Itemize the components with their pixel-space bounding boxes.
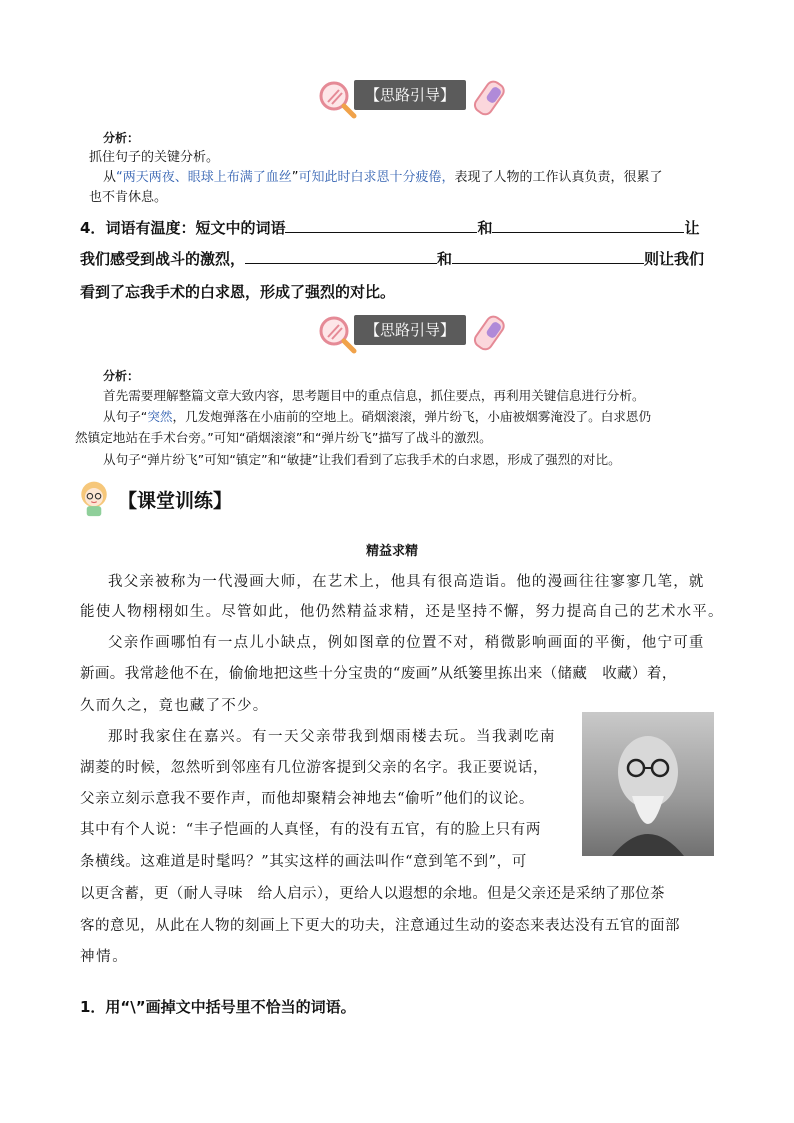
guide-label: 【思路引导】 (354, 315, 466, 345)
analysis-line: 首先需要理解整篇文章大致内容，思考题目中的重点信息，抓住要点，再利用关键信息进行分析。 (103, 388, 645, 403)
answer-blank[interactable] (492, 216, 684, 233)
question-1: 1．用“\”画掉文中括号里不恰当的词语。 (80, 998, 356, 1016)
answer-blank[interactable] (285, 216, 477, 233)
passage-line: 其中有个人说：“丰子恺画的人真怪，有的没有五官，有的脸上只有两 (80, 822, 542, 838)
passage-line: 客的意见，从此在人物的刻画上下更大的功夫，注意通过生动的姿态来表达没有五官的面部 (80, 918, 680, 934)
guide-banner (316, 313, 516, 355)
analysis-line: 从句子“弹片纷飞”可知“镇定”和“敏捷”让我们看到了忘我手术的白求恩，形成了强烈的对比。 (103, 452, 621, 467)
analysis-line: 从“两天两夜、眼球上布满了血丝”可知此时白求恩十分疲倦，表现了人物的工作认真负责，很累了 (103, 170, 663, 185)
question-4-line: 4．词语有温度：短文中的词语 和 让 (80, 216, 699, 238)
passage-line: 条横线。这难道是时髦吗？”其实这样的画法叫作“意到笔不到”，可 (80, 854, 527, 870)
answer-blank[interactable] (245, 247, 437, 264)
passage-line: 我父亲被称为一代漫画大师，在艺术上，他具有很高造诣。他的漫画往往寥寥几笔，就 (108, 574, 705, 590)
passage-line: 新画。我常趁他不在，偷偷地把这些十分宝贵的“废画”从纸篓里拣出来（储藏 收藏）着， (80, 666, 677, 682)
section-heading: 【课堂训练】 (118, 490, 233, 512)
question-4-line: 看到了忘我手术的白求恩，形成了强烈的对比。 (80, 283, 396, 301)
answer-blank[interactable] (452, 247, 644, 264)
guide-banner (316, 78, 516, 120)
passage-line: 能使人物栩栩如生。尽管如此，他仍然精益求精，还是坚持不懈，努力提高自己的艺术水平。 (80, 604, 724, 620)
analysis-title: 分析： (103, 131, 140, 145)
magnifier-icon (316, 78, 358, 120)
passage-line: 神情。 (80, 949, 129, 965)
eraser-pen-icon (472, 78, 516, 120)
analysis-line: 然镇定地站在手术台旁。”可知“硝烟滚滚”和“弹片纷飞”描写了战斗的激烈。 (75, 430, 492, 445)
eraser-pen-icon (472, 313, 516, 355)
question-4-line: 我们感受到战斗的激烈， 和 则让我们 (80, 247, 704, 269)
portrait-photo (582, 712, 714, 856)
passage-line: 父亲作画哪怕有一点儿小缺点，例如图章的位置不对，稍微影响画面的平衡，他宁可重 (108, 635, 705, 651)
analysis-line: 从句子“突然，几发炮弹落在小庙前的空地上。硝烟滚滚，弹片纷飞，小庙被烟雾淹没了。白求恩仍 (103, 409, 652, 424)
passage-line: 湖菱的时候，忽然听到邻座有几位游客提到父亲的名字。我正要说话， (80, 760, 549, 776)
guide-label: 【思路引导】 (354, 80, 466, 110)
analysis-title: 分析： (103, 369, 140, 383)
passage-line: 那时我家住在嘉兴。有一天父亲带我到烟雨楼去玩。当我剥吃南 (108, 729, 556, 745)
passage-line: 以更含蓄，更（耐人寻味 给人启示），更给人以遐想的余地。但是父亲还是采纳了那位茶 (80, 886, 665, 902)
portrait-illustration (582, 712, 714, 856)
analysis-line: 也不肯休息。 (89, 190, 168, 205)
passage-line: 父亲立刻示意我不要作声，而他却聚精会神地去“偷听”他们的议论。 (80, 791, 534, 807)
analysis-line: 抓住句子的关键分析。 (89, 150, 220, 165)
passage-title: 精益求精 (366, 544, 419, 559)
magnifier-icon (316, 313, 358, 355)
student-avatar-icon (74, 478, 114, 518)
passage-line: 久而久之，竟也藏了不少。 (80, 698, 269, 714)
